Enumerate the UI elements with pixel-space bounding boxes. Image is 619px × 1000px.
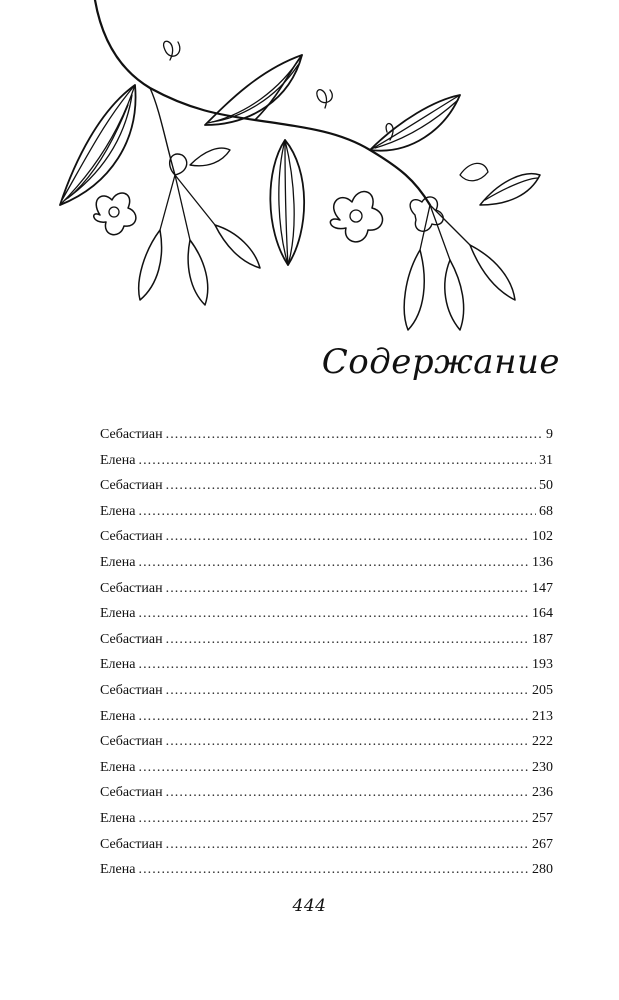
- toc-entry-name: Елена: [100, 606, 136, 622]
- toc-leader-dots: [166, 576, 529, 602]
- toc-entry: [100, 857, 553, 883]
- toc-entry-page: 267: [532, 836, 553, 852]
- page-number: 444: [292, 896, 327, 916]
- toc-leader-dots: [166, 678, 529, 704]
- toc-entry: [100, 652, 553, 678]
- toc-entry-name: Себастиан: [100, 785, 163, 801]
- toc-leader-dots: [138, 857, 529, 883]
- toc-leader-dots: [166, 832, 529, 858]
- toc-leader-dots: [166, 524, 529, 550]
- toc-entry-name: Елена: [100, 503, 136, 519]
- floral-branch-icon: [40, 0, 570, 350]
- toc-entry-page: 230: [532, 759, 553, 775]
- toc-leader-dots: [166, 473, 536, 499]
- toc-entry: [100, 473, 553, 499]
- toc-leader-dots: [166, 627, 529, 653]
- toc-entry: [100, 550, 553, 576]
- toc-leader-dots: [138, 499, 536, 525]
- toc-entry-name: Себастиан: [100, 478, 163, 494]
- toc-leader-dots: [138, 806, 529, 832]
- toc-entry-page: 136: [532, 554, 553, 570]
- toc-entry-page: 213: [532, 708, 553, 724]
- toc-entry-page: 205: [532, 682, 553, 698]
- toc-entry-page: 280: [532, 862, 553, 878]
- toc-leader-dots: [166, 729, 529, 755]
- toc-entry-page: 164: [532, 606, 553, 622]
- toc-leader-dots: [166, 780, 529, 806]
- toc-entry-page: 236: [532, 785, 553, 801]
- toc-entry-name: Себастиан: [100, 631, 163, 647]
- toc-entry: [100, 448, 553, 474]
- toc-entry-name: Елена: [100, 810, 136, 826]
- toc-entry: [100, 627, 553, 653]
- toc-entry: [100, 780, 553, 806]
- toc-entry: [100, 729, 553, 755]
- toc-entry: [100, 832, 553, 858]
- toc-entry-name: Себастиан: [100, 734, 163, 750]
- toc-entry-page: 187: [532, 631, 553, 647]
- toc-leader-dots: [138, 601, 529, 627]
- toc-entry-page: 193: [532, 657, 553, 673]
- toc-entry: [100, 601, 553, 627]
- toc-entry-name: Елена: [100, 862, 136, 878]
- toc-entry-page: 222: [532, 734, 553, 750]
- toc-leader-dots: [138, 652, 529, 678]
- toc-entry-name: Себастиан: [100, 427, 163, 442]
- toc-entry-page: 9: [546, 427, 553, 442]
- toc-list: [100, 422, 553, 883]
- toc-entry: [100, 499, 553, 525]
- toc-entry: [100, 524, 553, 550]
- toc-leader-dots: [138, 755, 529, 781]
- toc-entry-name: Себастиан: [100, 580, 163, 596]
- toc-leader-dots: [138, 704, 529, 730]
- toc-entry-page: 257: [532, 810, 553, 826]
- toc-leader-dots: [138, 550, 529, 576]
- toc-entry-name: Елена: [100, 452, 136, 468]
- toc-entry-name: Елена: [100, 657, 136, 673]
- toc-entry-page: 102: [532, 529, 553, 545]
- toc-title: Содержание: [321, 342, 560, 382]
- toc-entry: [100, 576, 553, 602]
- toc-entry-name: Елена: [100, 554, 136, 570]
- toc-entry-page: 147: [532, 580, 553, 596]
- toc-entry-name: Елена: [100, 708, 136, 724]
- toc-entry-page: 68: [539, 503, 553, 519]
- toc-entry-name: Елена: [100, 759, 136, 775]
- toc-entry-name: Себастиан: [100, 836, 163, 852]
- toc-entry: [100, 678, 553, 704]
- toc-entry-page: 31: [539, 452, 553, 468]
- toc-leader-dots: [138, 448, 536, 474]
- toc-entry: [100, 422, 553, 448]
- toc-entry-name: Себастиан: [100, 529, 163, 545]
- toc-entry-name: Себастиан: [100, 682, 163, 698]
- toc-entry: [100, 704, 553, 730]
- toc-entry: [100, 806, 553, 832]
- toc-entry: [100, 755, 553, 781]
- toc-entry-page: 50: [539, 478, 553, 494]
- toc-leader-dots: [166, 422, 543, 448]
